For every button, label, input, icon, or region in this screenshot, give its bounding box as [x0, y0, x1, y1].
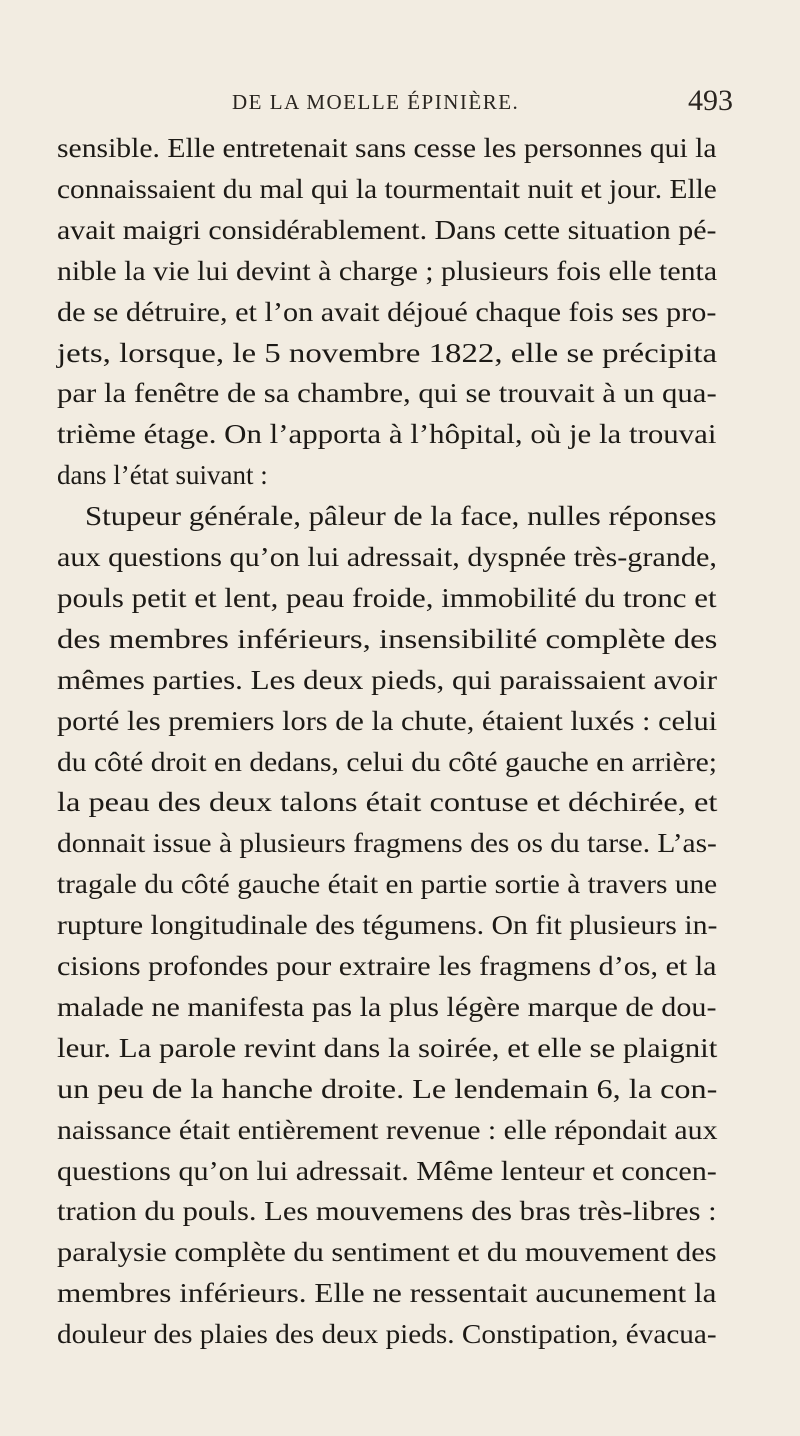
- text-line: un peu de la hanche droite. Le lendemain 6, la con-: [57, 1073, 718, 1104]
- running-title: DE LA MOELLE ÉPINIÈRE.: [232, 90, 520, 114]
- page-number: 493: [688, 84, 733, 117]
- text-line: douleur des plaies des deux pieds. Constipation, évacua-: [57, 1319, 717, 1350]
- text-line: sensible. Elle entretenait sans cesse les personnes qui la: [57, 133, 717, 163]
- text-line: des membres inférieurs, insensibilité complète des: [57, 623, 718, 654]
- text-line: tration du pouls. Les mouvemens des bras très-libres :: [57, 1196, 717, 1227]
- text-line: dans l’état suivant :: [57, 460, 268, 491]
- text-line: membres inférieurs. Elle ne ressentait aucunement la: [57, 1278, 717, 1309]
- text-line: porté les premiers lors de la chute, étaient luxés : celui: [57, 705, 718, 736]
- text-line: mêmes parties. Les deux pieds, qui paraissaient avoir: [57, 664, 718, 695]
- text-line: cisions profondes pour extraire les fragmens d’os, et la: [57, 951, 717, 981]
- text-line: donnait issue à plusieurs fragmens des os du tarse. L’as-: [57, 828, 717, 859]
- text-line: pouls petit et lent, peau froide, immobilité du tronc et: [57, 582, 717, 613]
- text-line: jets, lorsque, le 5 novembre 1822, elle se précipita: [57, 337, 718, 368]
- running-head: [0, 84, 800, 124]
- text-line: aux questions qu’on lui adressait, dyspnée très-grande,: [57, 542, 717, 572]
- text-line: du côté droit en dedans, celui du côté gauche en arrière;: [57, 746, 717, 777]
- text-line: connaissaient du mal qui la tourmentait nuit et jour. Elle: [57, 173, 717, 204]
- text-line: avait maigri considérablement. Dans cette situation pé-: [57, 214, 717, 245]
- text-line: Stupeur générale, pâleur de la face, nulles réponses: [85, 501, 717, 532]
- text-line: malade ne manifesta pas la plus légère marque de dou-: [57, 991, 717, 1022]
- text-line: trième étage. On l’apporta à l’hôpital, où je la trouvai: [57, 419, 717, 450]
- text-line: tragale du côté gauche était en partie sortie à travers une: [57, 869, 718, 900]
- text-line: paralysie complète du sentiment et du mouvement des: [57, 1237, 717, 1268]
- text-line: naissance était entièrement revenue : elle répondait aux: [57, 1114, 718, 1145]
- text-line: nible la vie lui devint à charge ; plusieurs fois elle tenta: [57, 255, 718, 286]
- text-line: de se détruire, et l’on avait déjoué chaque fois ses pro-: [57, 296, 717, 327]
- text-line: la peau des deux talons était contuse et déchirée, et: [57, 787, 718, 818]
- text-line: par la fenêtre de sa chambre, qui se trouvait à un qua-: [57, 378, 717, 409]
- text-line: rupture longitudinale des tégumens. On fit plusieurs in-: [57, 910, 718, 941]
- text-line: questions qu’on lui adressait. Même lenteur et concen-: [57, 1155, 717, 1186]
- text-line: leur. La parole revint dans la soirée, et elle se plaignit: [57, 1032, 718, 1063]
